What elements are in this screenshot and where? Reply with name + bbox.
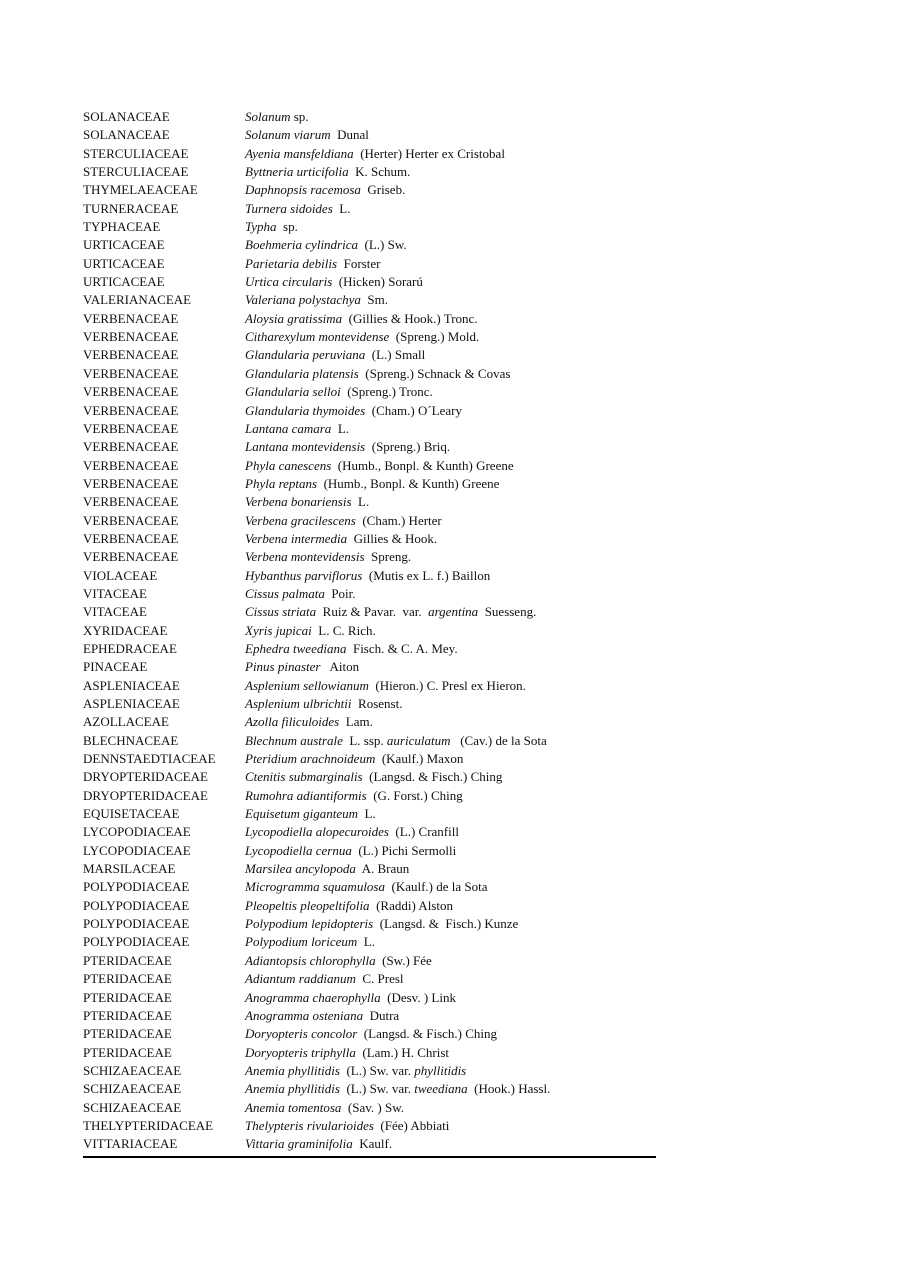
table-row [83, 1062, 656, 1080]
table-row [83, 365, 656, 383]
table-row [83, 346, 656, 364]
taxon-author-part: L. [358, 806, 376, 822]
taxon-author-part: (Desv. ) Link [380, 989, 456, 1005]
taxon-cell [245, 420, 656, 438]
taxon-italic-part: Citharexylum montevidense [245, 329, 390, 345]
taxon-author-part: Sm. [360, 292, 388, 308]
taxon-cell [245, 768, 656, 786]
taxon-author-part: Lam. [339, 714, 373, 730]
taxon-author-part: (Raddi) Alston [369, 897, 453, 913]
taxon-author-part: (Cav.) de la Sota [450, 732, 547, 748]
taxon-italic-part: Pleopeltis pleopeltifolia [245, 897, 370, 913]
taxon-cell [245, 273, 656, 291]
family-cell: VERBENACEAE [83, 347, 179, 363]
taxon-cell [245, 1099, 656, 1117]
family-cell: VERBENACEAE [83, 512, 179, 528]
taxon-italic-part: Anemia tomentosa [245, 1099, 342, 1115]
taxon-cell [245, 236, 656, 254]
taxon-author-part: Fisch. & C. A. Mey. [346, 640, 458, 656]
taxon-italic-part: Phyla reptans [245, 475, 318, 491]
family-cell: PTERIDACEAE [83, 1026, 172, 1042]
table-row [83, 181, 656, 199]
taxon-author-part: L. C. Rich. [311, 622, 376, 638]
taxon-italic-part: Solanum [245, 109, 291, 124]
table-row [83, 787, 656, 805]
family-cell: VERBENACEAE [83, 420, 179, 436]
family-cell: DENNSTAEDTIACEAE [83, 751, 216, 767]
table-row [83, 236, 656, 254]
taxon-cell [245, 218, 656, 236]
family-cell: VERBENACEAE [83, 530, 179, 546]
taxon-author-part: C. Presl [355, 971, 404, 987]
family-cell: SCHIZAEACEAE [83, 1062, 182, 1078]
table-row [83, 420, 656, 438]
taxon-italic-part: Cissus palmata [245, 585, 325, 601]
table-row [83, 622, 656, 640]
taxon-author-part: (G. Forst.) Ching [366, 787, 463, 803]
taxon-italic-part: argentina [428, 604, 479, 620]
taxon-cell [245, 530, 656, 548]
taxon-cell [245, 567, 656, 585]
taxon-italic-part: Equisetum giganteum [245, 806, 359, 822]
table-row [83, 255, 656, 273]
table-row [83, 1044, 656, 1062]
family-cell: PTERIDACEAE [83, 952, 172, 968]
taxon-italic-part: Hybanthus parviflorus [245, 567, 363, 583]
taxon-italic-part: Polypodium lepidopteris [245, 916, 374, 932]
table-row [83, 1025, 656, 1043]
family-cell: POLYPODIACEAE [83, 897, 190, 913]
family-cell: DRYOPTERIDACEAE [83, 769, 208, 785]
taxon-cell [245, 897, 656, 915]
taxon-author-part: (Hook.) Hassl. [467, 1081, 551, 1097]
table-row [83, 328, 656, 346]
taxon-italic-part: Rumohra adiantiformis [245, 787, 367, 803]
table-row [83, 970, 656, 988]
taxon-italic-part: Thelypteris rivularioides [245, 1117, 374, 1133]
taxon-author-part: (Langsd. & Fisch.) Ching [357, 1026, 498, 1042]
taxon-italic-part: Vittaria graminifolia [245, 1136, 353, 1152]
taxon-author-part: (L.) Sw. var. [339, 1062, 415, 1078]
taxon-italic-part: Phyla canescens [245, 457, 332, 473]
family-cell: VERBENACEAE [83, 310, 179, 326]
taxon-cell [245, 126, 656, 144]
family-cell: TYPHACEAE [83, 219, 161, 235]
taxon-cell [245, 1062, 656, 1080]
taxon-cell [245, 970, 656, 988]
table-row [83, 732, 656, 750]
family-cell: EPHEDRACEAE [83, 640, 177, 656]
table-row [83, 457, 656, 475]
taxon-author-part: (Langsd. & Fisch.) Ching [362, 769, 503, 785]
table-row [83, 108, 656, 126]
taxon-author-part: Dutra [363, 1007, 400, 1023]
taxon-author-part: (Fée) Abbiati [373, 1117, 450, 1133]
taxon-cell [245, 1007, 656, 1025]
taxon-author-part: (Sav. ) Sw. [341, 1099, 404, 1115]
family-cell: PINACEAE [83, 659, 148, 675]
taxon-author-part: Griseb. [360, 182, 406, 198]
table-row [83, 200, 656, 218]
taxon-italic-part: Verbena gracilescens [245, 512, 356, 528]
family-cell: VIOLACEAE [83, 567, 158, 583]
taxon-italic-part: Glandularia platensis [245, 365, 359, 381]
taxon-italic-part: Doryopteris triphylla [245, 1044, 356, 1060]
taxon-cell [245, 640, 656, 658]
table-row [83, 1080, 656, 1098]
taxon-cell [245, 145, 656, 163]
taxon-author-part: Poir. [324, 585, 356, 601]
taxon-italic-part: Anemia phyllitidis [245, 1062, 340, 1078]
taxon-author-part: (L.) Small [365, 347, 426, 363]
taxon-cell [245, 457, 656, 475]
family-cell: SOLANACEAE [83, 109, 170, 124]
taxon-italic-part: tweediana [414, 1081, 468, 1097]
family-cell: VERBENACEAE [83, 439, 179, 455]
taxon-cell [245, 603, 656, 621]
family-cell: ASPLENIACEAE [83, 696, 180, 711]
taxon-italic-part: Blechnum australe [245, 732, 343, 748]
family-cell: BLECHNACEAE [83, 732, 179, 748]
taxon-author-part: (Spreng.) Briq. [365, 439, 451, 455]
taxon-italic-part: Verbena montevidensis [245, 549, 365, 565]
taxon-author-part: (Lam.) H. Christ [355, 1044, 450, 1060]
family-cell: POLYPODIACEAE [83, 916, 190, 932]
table-row [83, 530, 656, 548]
species-rows [83, 108, 656, 1154]
family-cell: DRYOPTERIDACEAE [83, 787, 208, 803]
taxon-author-part: (Mutis ex L. f.) Baillon [362, 567, 491, 583]
table-row [83, 567, 656, 585]
table-row [83, 915, 656, 933]
taxon-author-part: Spreng. [364, 549, 412, 565]
table-row [83, 768, 656, 786]
taxon-author-part: Ruiz & Pavar. var. [316, 604, 429, 620]
taxon-italic-part: auriculatum [386, 732, 451, 748]
taxon-author-part: (Cham.) O´Leary [365, 402, 462, 418]
taxon-cell [245, 823, 656, 841]
taxon-italic-part: Byttneria urticifolia [245, 164, 349, 180]
family-cell: URTICACEAE [83, 255, 165, 271]
taxon-cell [245, 677, 656, 695]
taxon-author-part: Rosenst. [351, 696, 403, 711]
table-row [83, 512, 656, 530]
taxon-italic-part: Glandularia peruviana [245, 347, 366, 363]
table-row [83, 842, 656, 860]
taxon-cell [245, 878, 656, 896]
taxon-author-part: K. Schum. [348, 164, 411, 180]
family-cell: SCHIZAEACEAE [83, 1099, 182, 1115]
family-cell: PTERIDACEAE [83, 971, 172, 987]
taxon-author-part: sp. [276, 219, 298, 235]
taxon-italic-part: Glandularia thymoides [245, 402, 366, 418]
taxon-author-part: (Kaulf.) Maxon [375, 751, 464, 767]
taxon-cell [245, 860, 656, 878]
table-row [83, 933, 656, 951]
family-cell: VITACEAE [83, 585, 147, 601]
table-row [83, 860, 656, 878]
taxon-author-part: (Herter) Herter ex Cristobal [353, 145, 505, 161]
taxon-italic-part: Doryopteris concolor [245, 1026, 358, 1042]
taxon-italic-part: Lycopodiella alopecuroides [245, 824, 389, 840]
taxon-italic-part: Pinus pinaster [245, 659, 321, 675]
family-cell: MARSILACEAE [83, 861, 176, 877]
family-cell: PTERIDACEAE [83, 1044, 172, 1060]
taxon-cell [245, 842, 656, 860]
taxon-italic-part: Marsilea ancylopoda [245, 861, 356, 877]
taxon-author-part: (Cham.) Herter [355, 512, 442, 528]
taxon-cell [245, 181, 656, 199]
family-cell: EQUISETACEAE [83, 806, 180, 822]
table-row [83, 989, 656, 1007]
family-cell: AZOLLACEAE [83, 714, 169, 730]
taxon-author-part: Kaulf. [352, 1136, 393, 1152]
family-cell: STERCULIACEAE [83, 164, 189, 180]
taxon-cell [245, 713, 656, 731]
table-row [83, 585, 656, 603]
taxon-italic-part: Anogramma osteniana [245, 1007, 364, 1023]
family-cell: TURNERACEAE [83, 200, 179, 216]
table-row [83, 548, 656, 566]
table-row [83, 145, 656, 163]
table-row [83, 677, 656, 695]
family-cell: VERBENACEAE [83, 457, 179, 473]
taxon-italic-part: Aloysia gratissima [245, 310, 343, 326]
taxon-cell [245, 750, 656, 768]
table-row [83, 163, 656, 181]
taxon-italic-part: Glandularia selloi [245, 384, 341, 400]
table-row [83, 475, 656, 493]
taxon-italic-part: Lycopodiella cernua [245, 842, 352, 858]
taxon-author-part: L. [351, 494, 370, 510]
taxon-author-part: (Gillies & Hook.) Tronc. [342, 310, 478, 326]
taxon-italic-part: Ctenitis submarginalis [245, 769, 363, 785]
table-row [83, 952, 656, 970]
taxon-italic-part: Ayenia mansfeldiana [245, 145, 354, 161]
table-row [83, 878, 656, 896]
species-table [83, 108, 656, 1158]
taxon-cell [245, 493, 656, 511]
family-cell: VERBENACEAE [83, 475, 179, 491]
taxon-cell [245, 787, 656, 805]
taxon-cell [245, 933, 656, 951]
taxon-cell [245, 108, 656, 126]
taxon-italic-part: Asplenium sellowianum [245, 677, 369, 693]
taxon-author-part: (Spreng.) Tronc. [340, 384, 433, 400]
taxon-author-part: (Hicken) Sorarú [332, 274, 423, 290]
taxon-italic-part: Anemia phyllitidis [245, 1081, 340, 1097]
family-cell: VITTARIACEAE [83, 1136, 178, 1152]
table-row [83, 273, 656, 291]
taxon-italic-part: Solanum viarum [245, 127, 331, 143]
taxon-cell [245, 695, 656, 713]
table-row [83, 126, 656, 144]
taxon-author-part: L. [332, 200, 351, 216]
taxon-author-part: L. [331, 420, 350, 436]
family-cell: PTERIDACEAE [83, 989, 172, 1005]
taxon-italic-part: Verbena intermedia [245, 530, 348, 546]
family-cell: VITACEAE [83, 604, 147, 620]
taxon-italic-part: Turnera sidoides [245, 200, 333, 216]
taxon-italic-part: Anogramma chaerophylla [245, 989, 381, 1005]
table-row [83, 1007, 656, 1025]
table-row [83, 402, 656, 420]
taxon-cell [245, 346, 656, 364]
taxon-cell [245, 365, 656, 383]
taxon-italic-part: Verbena bonariensis [245, 494, 352, 510]
family-cell: VERBENACEAE [83, 384, 179, 400]
taxon-italic-part: Typha [245, 219, 277, 235]
taxon-author-part: (Spreng.) Schnack & Covas [358, 365, 511, 381]
taxon-cell [245, 438, 656, 456]
family-cell: POLYPODIACEAE [83, 879, 190, 895]
taxon-italic-part: Xyris jupicai [245, 622, 312, 638]
taxon-cell [245, 1135, 656, 1153]
taxon-italic-part: phyllitidis [414, 1062, 467, 1078]
taxon-author-part: (L.) Sw. var. [339, 1081, 415, 1097]
family-cell: SOLANACEAE [83, 127, 170, 143]
taxon-italic-part: Microgramma squamulosa [245, 879, 385, 895]
taxon-author-part: Gillies & Hook. [347, 530, 438, 546]
taxon-author-part: Suesseng. [478, 604, 537, 620]
table-row [83, 493, 656, 511]
taxon-author-part: (Humb., Bonpl. & Kunth) Greene [331, 457, 514, 473]
taxon-cell [245, 1025, 656, 1043]
taxon-author-part: Forster [337, 255, 381, 271]
family-cell: URTICACEAE [83, 237, 165, 253]
table-row [83, 438, 656, 456]
taxon-cell [245, 548, 656, 566]
table-row [83, 1099, 656, 1117]
taxon-cell [245, 255, 656, 273]
table-row [83, 823, 656, 841]
taxon-author-part: (Humb., Bonpl. & Kunth) Greene [317, 475, 500, 491]
taxon-cell [245, 622, 656, 640]
taxon-cell [245, 512, 656, 530]
taxon-italic-part: Adiantum raddianum [245, 971, 356, 987]
table-row [83, 805, 656, 823]
family-cell: VERBENACEAE [83, 549, 179, 565]
taxon-cell [245, 915, 656, 933]
table-row [83, 218, 656, 236]
taxon-cell [245, 1117, 656, 1135]
family-cell: XYRIDACEAE [83, 622, 168, 638]
family-cell: VERBENACEAE [83, 402, 179, 418]
family-cell: ASPLENIACEAE [83, 677, 180, 693]
family-cell: THELYPTERIDACEAE [83, 1117, 214, 1133]
taxon-cell [245, 200, 656, 218]
table-row [83, 310, 656, 328]
taxon-author-part: L. [357, 934, 375, 950]
taxon-author-part: Aiton [320, 659, 360, 675]
taxon-italic-part: Ephedra tweediana [245, 640, 347, 656]
taxon-cell [245, 402, 656, 420]
taxon-cell [245, 163, 656, 181]
family-cell: LYCOPODIACEAE [83, 842, 191, 858]
taxon-author-part: A. Braun [355, 861, 410, 877]
table-row [83, 603, 656, 621]
family-cell: THYMELAEACEAE [83, 182, 198, 198]
taxon-cell [245, 952, 656, 970]
family-cell: STERCULIACEAE [83, 145, 189, 161]
taxon-cell [245, 732, 656, 750]
table-row [83, 658, 656, 676]
taxon-cell [245, 989, 656, 1007]
family-cell: VERBENACEAE [83, 494, 179, 510]
table-bottom-rule [83, 1156, 656, 1158]
taxon-author-part: (L.) Pichi Sermolli [351, 842, 457, 858]
table-row [83, 640, 656, 658]
taxon-cell [245, 805, 656, 823]
family-cell: URTICACEAE [83, 274, 165, 290]
table-row [83, 383, 656, 401]
taxon-cell [245, 328, 656, 346]
taxon-italic-part: Pteridium arachnoideum [245, 751, 376, 767]
family-cell: POLYPODIACEAE [83, 934, 190, 950]
taxon-author-part: (Langsd. & Fisch.) Kunze [373, 916, 519, 932]
table-row [83, 695, 656, 713]
family-cell: SCHIZAEACEAE [83, 1081, 182, 1097]
taxon-italic-part: Azolla filiculoides [245, 714, 340, 730]
taxon-cell [245, 585, 656, 603]
taxon-author-part: Dunal [330, 127, 369, 143]
table-row [83, 1117, 656, 1135]
taxon-author-part: sp. [290, 109, 309, 124]
taxon-italic-part: Lantana camara [245, 420, 332, 436]
table-row [83, 713, 656, 731]
taxon-cell [245, 1044, 656, 1062]
table-row [83, 1135, 656, 1153]
taxon-italic-part: Valeriana polystachya [245, 292, 361, 308]
family-cell: VERBENACEAE [83, 365, 179, 381]
taxon-italic-part: Polypodium loriceum [245, 934, 358, 950]
family-cell: PTERIDACEAE [83, 1007, 172, 1023]
table-row [83, 750, 656, 768]
taxon-author-part: (L.) Cranfill [388, 824, 459, 840]
taxon-italic-part: Adiantopsis chlorophylla [245, 952, 376, 968]
taxon-italic-part: Parietaria debilis [245, 255, 338, 271]
taxon-cell [245, 291, 656, 309]
table-row [83, 291, 656, 309]
taxon-italic-part: Urtica circularis [245, 274, 333, 290]
taxon-author-part: (L.) Sw. [358, 237, 407, 253]
taxon-author-part: (Kaulf.) de la Sota [385, 879, 488, 895]
taxon-author-part: L. ssp. [342, 732, 387, 748]
taxon-italic-part: Lantana montevidensis [245, 439, 366, 455]
taxon-author-part: (Sw.) Fée [375, 952, 432, 968]
taxon-italic-part: Asplenium ulbrichtii [245, 696, 352, 711]
taxon-author-part: (Hieron.) C. Presl ex Hieron. [368, 677, 526, 693]
family-cell: VERBENACEAE [83, 329, 179, 345]
taxon-cell [245, 475, 656, 493]
taxon-author-part: (Spreng.) Mold. [389, 329, 480, 345]
taxon-cell [245, 658, 656, 676]
family-cell: LYCOPODIACEAE [83, 824, 191, 840]
taxon-italic-part: Cissus striata [245, 604, 317, 620]
taxon-cell [245, 383, 656, 401]
table-row [83, 897, 656, 915]
taxon-cell [245, 310, 656, 328]
family-cell: VALERIANACEAE [83, 292, 192, 308]
taxon-italic-part: Daphnopsis racemosa [245, 182, 361, 198]
taxon-italic-part: Boehmeria cylindrica [245, 237, 358, 253]
taxon-cell [245, 1080, 656, 1098]
